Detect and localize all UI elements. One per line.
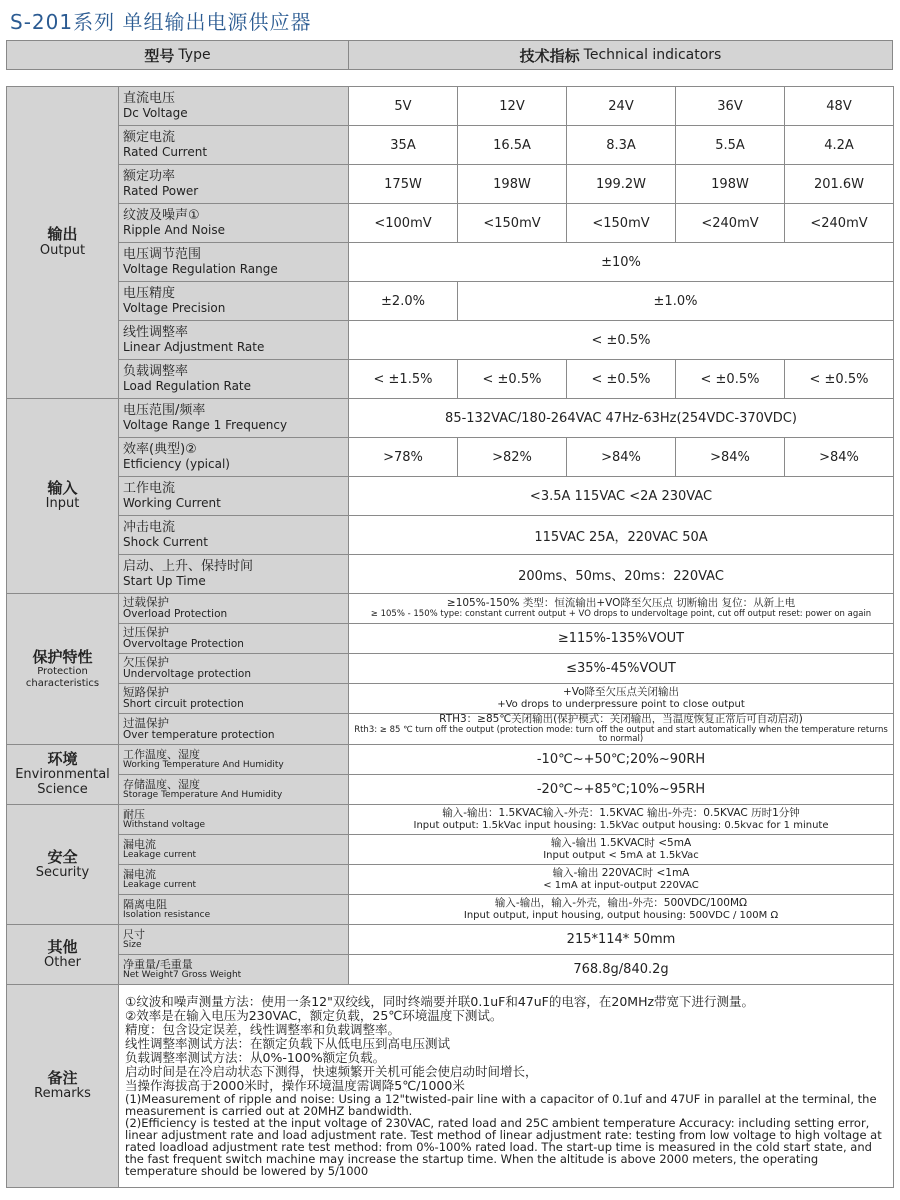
category-remarks: 备注 Remarks — [7, 985, 119, 1188]
value-cell: RTH3：≥85℃关闭输出(保护模式：关闭输出，当温度恢复正常后可自动启动) Rth3: ≥ 85 ℃ turn off the output (protection mode: turn off the output and start automatically when the temperature returns to normal) — [349, 714, 894, 745]
row-dc-voltage — [7, 87, 894, 126]
value-cell: ≥115%-135%VOUT — [349, 624, 894, 654]
value-cell: < ±0.5% — [676, 360, 785, 399]
value-cell: <150mV — [567, 204, 676, 243]
label-voltage-range: 电压范围/频率 Voltage Range 1 Frequency — [119, 399, 349, 438]
label-size: 尺寸 Size — [119, 925, 349, 955]
header-tech-zh: 技术指标 — [519, 46, 580, 65]
value-cell: 12V — [458, 87, 567, 126]
label-dc-voltage: 直流电压 Dc Voltage — [119, 87, 349, 126]
row-voltage-range — [7, 399, 894, 438]
row-ripple — [7, 204, 894, 243]
label-shock-current: 冲击电流 Shock Current — [119, 516, 349, 555]
value-cell: 115VAC 25A，220VAC 50A — [349, 516, 894, 555]
remark-line: 线性调整率测试方法：在额定负载下从低电压到高电压测试 — [125, 1036, 451, 1052]
value-cell: 201.6W — [785, 165, 894, 204]
value-cell: ≥105%-150% 类型：恒流输出+VO降至欠压点 切断输出 复位：从新上电 ≥ 105% - 150% type: constant current output + VO drops to undervoltage point, cut off output reset: power on again — [349, 594, 894, 624]
label-precision: 电压精度 Voltage Precision — [119, 282, 349, 321]
value-cell: >84% — [567, 438, 676, 477]
remark-line: 当操作海拔高于2000米时，操作环境温度需调降5℃/1000米 — [125, 1078, 465, 1094]
row-rated-power — [7, 165, 894, 204]
remark-line: ②效率是在输入电压为230VAC，额定负载，25℃环境温度下测试。 — [125, 1008, 503, 1024]
value-cell: <240mV — [676, 204, 785, 243]
value-cell: <100mV — [349, 204, 458, 243]
value-cell: 输入-输出 1.5KVAC时 <5mA Input output < 5mA at 1.5kVac — [349, 835, 894, 865]
value-cell: 85-132VAC/180-264VAC 47Hz-63Hz(254VDC-370VDC) — [349, 399, 894, 438]
label-overvoltage: 过压保护 Overvoltage Protection — [119, 624, 349, 654]
remark-line: 负载调整率测试方法：从0%-100%额定负载。 — [125, 1050, 386, 1066]
row-short-circuit — [7, 684, 894, 714]
value-cell: ±10% — [349, 243, 894, 282]
label-weight: 净重量/毛重量 Net Weight7 Gross Weight — [119, 955, 349, 985]
row-precision — [7, 282, 894, 321]
label-rated-power: 额定功率 Rated Power — [119, 165, 349, 204]
value-cell: ≤35%-45%VOUT — [349, 654, 894, 684]
value-cell: 200ms、50ms、20ms：220VAC — [349, 555, 894, 594]
value-cell: < ±1.5% — [349, 360, 458, 399]
remarks-text — [119, 985, 894, 1188]
value-cell: >84% — [785, 438, 894, 477]
header-type — [6, 40, 349, 70]
category-safety: 安全 Security — [7, 805, 119, 925]
value-cell: -10℃~+50℃;20%~90RH — [349, 745, 894, 775]
row-isolation — [7, 895, 894, 925]
label-efficiency: 效率(典型)② Etficiency (ypical) — [119, 438, 349, 477]
label-leakage-1: 漏电流 Leakage current — [119, 835, 349, 865]
value-cell: 199.2W — [567, 165, 676, 204]
label-overload: 过载保护 Overload Protection — [119, 594, 349, 624]
value-cell: 4.2A — [785, 126, 894, 165]
header-type-zh: 型号 — [144, 46, 175, 65]
label-undervoltage: 欠压保护 Undervoltage protection — [119, 654, 349, 684]
row-overload — [7, 594, 894, 624]
row-overvoltage — [7, 624, 894, 654]
row-linear — [7, 321, 894, 360]
row-withstand — [7, 805, 894, 835]
label-rated-current: 额定电流 Rated Current — [119, 126, 349, 165]
category-protection: 保护特性 Protection characteristics — [7, 594, 119, 745]
value-cell: +Vo降至欠压点关闭输出 +Vo drops to underpressure point to close output — [349, 684, 894, 714]
value-cell: <3.5A 115VAC <2A 230VAC — [349, 477, 894, 516]
value-cell: >78% — [349, 438, 458, 477]
label-ripple: 纹波及噪声① Ripple And Noise — [119, 204, 349, 243]
category-output: 输出 Output — [7, 87, 119, 399]
row-undervoltage — [7, 654, 894, 684]
row-working-temp — [7, 745, 894, 775]
header-type-en: Type — [178, 47, 211, 63]
row-size — [7, 925, 894, 955]
row-load — [7, 360, 894, 399]
remark-line: (1)Measurement of ripple and noise: Using a 12"twisted-pair line with a capacitor of 0.1uf and 47UF in parallel at the terminal, the measurement is carried out at 20MHZ bandwidth. — [125, 1092, 877, 1119]
row-leakage-2 — [7, 865, 894, 895]
value-cell: 16.5A — [458, 126, 567, 165]
value-cell: 175W — [349, 165, 458, 204]
value-cell: 5V — [349, 87, 458, 126]
label-short-circuit: 短路保护 Short circuit protection — [119, 684, 349, 714]
row-vreg-range — [7, 243, 894, 282]
spec-table — [6, 86, 894, 1188]
row-leakage-1 — [7, 835, 894, 865]
value-cell: 768.8g/840.2g — [349, 955, 894, 985]
label-startup: 启动、上升、保持时间 Start Up Time — [119, 555, 349, 594]
row-storage-temp — [7, 775, 894, 805]
label-storage-temp: 存储温度、湿度 Storage Temperature And Humidity — [119, 775, 349, 805]
row-weight — [7, 955, 894, 985]
value-cell: < ±0.5% — [567, 360, 676, 399]
value-cell: 输入-输出 220VAC时 <1mA < 1mA at input-output 220VAC — [349, 865, 894, 895]
value-cell: 8.3A — [567, 126, 676, 165]
value-cell: < ±0.5% — [458, 360, 567, 399]
label-working-current: 工作电流 Working Current — [119, 477, 349, 516]
remark-line: (2)Efficiency is tested at the input voltage of 230VAC, rated load and 25C ambient temperature Accuracy: including setting error, linear adjustment rate and load adjustment rate. Test method of linear adjustment rate: testing from low voltage to high voltage at rated loadload adjustment rate test method: from 0%-100% rated load. The start-up time is measured in the cold start state, and the fast frequent switch machine may increase the startup time. When the altitude is above 2000 meters, the operating temperature should be lowered by 5/1000 — [125, 1116, 882, 1179]
label-over-temp: 过温保护 Over temperature protection — [119, 714, 349, 745]
header-tech-en: Technical indicators — [583, 47, 722, 63]
label-leakage-2: 漏电流 Leakage current — [119, 865, 349, 895]
value-cell: 48V — [785, 87, 894, 126]
value-cell: 198W — [676, 165, 785, 204]
remark-line: 精度：包含设定误差，线性调整率和负载调整率。 — [125, 1022, 401, 1038]
row-rated-current — [7, 126, 894, 165]
row-startup — [7, 555, 894, 594]
value-cell: >82% — [458, 438, 567, 477]
row-over-temp — [7, 714, 894, 745]
category-environment: 环境 Environmental Science — [7, 745, 119, 805]
row-shock-current — [7, 516, 894, 555]
label-withstand: 耐压 Withstand voltage — [119, 805, 349, 835]
label-working-temp: 工作温度、湿度 Working Temperature And Humidity — [119, 745, 349, 775]
header-tech — [348, 40, 893, 70]
value-cell: 24V — [567, 87, 676, 126]
page-title: S-201系列 单组输出电源供应器 — [10, 10, 312, 34]
value-cell: 35A — [349, 126, 458, 165]
row-efficiency — [7, 438, 894, 477]
value-cell: 36V — [676, 87, 785, 126]
label-vreg-range: 电压调节范围 Voltage Regulation Range — [119, 243, 349, 282]
label-load: 负载调整率 Load Regulation Rate — [119, 360, 349, 399]
row-working-current — [7, 477, 894, 516]
value-cell: 输入-输出：1.5KVAC输入-外壳：1.5KVAC 输出-外壳：0.5KVAC 历时1分钟 Input output: 1.5kVac input housing: 1.5kVac output housing: 0.5kvac for 1 minute — [349, 805, 894, 835]
value-cell: < ±0.5% — [349, 321, 894, 360]
value-cell: >84% — [676, 438, 785, 477]
label-isolation: 隔离电阻 Isolation resistance — [119, 895, 349, 925]
value-cell: 215*114* 50mm — [349, 925, 894, 955]
value-cell: 198W — [458, 165, 567, 204]
remark-line: 启动时间是在冷启动状态下测得，快速频繁开关机可能会使启动时间增长， — [125, 1064, 538, 1080]
label-linear: 线性调整率 Linear Adjustment Rate — [119, 321, 349, 360]
row-remarks — [7, 985, 894, 1188]
category-other: 其他 Other — [7, 925, 119, 985]
remark-line: ①纹波和噪声测量方法：使用一条12"双绞线，同时终端要并联0.1uF和47uF的电容，在20MHz带宽下进行测量。 — [125, 994, 755, 1010]
value-cell: 5.5A — [676, 126, 785, 165]
value-cell: 输入-输出，输入-外壳，输出-外壳：500VDC/100MΩ Input output, input housing, output housing: 500VDC / 100M Ω — [349, 895, 894, 925]
category-input: 输入 Input — [7, 399, 119, 594]
value-cell: <240mV — [785, 204, 894, 243]
value-cell: ±1.0% — [458, 282, 894, 321]
value-cell: < ±0.5% — [785, 360, 894, 399]
value-cell: -20℃~+85℃;10%~95RH — [349, 775, 894, 805]
value-cell: <150mV — [458, 204, 567, 243]
value-cell: ±2.0% — [349, 282, 458, 321]
